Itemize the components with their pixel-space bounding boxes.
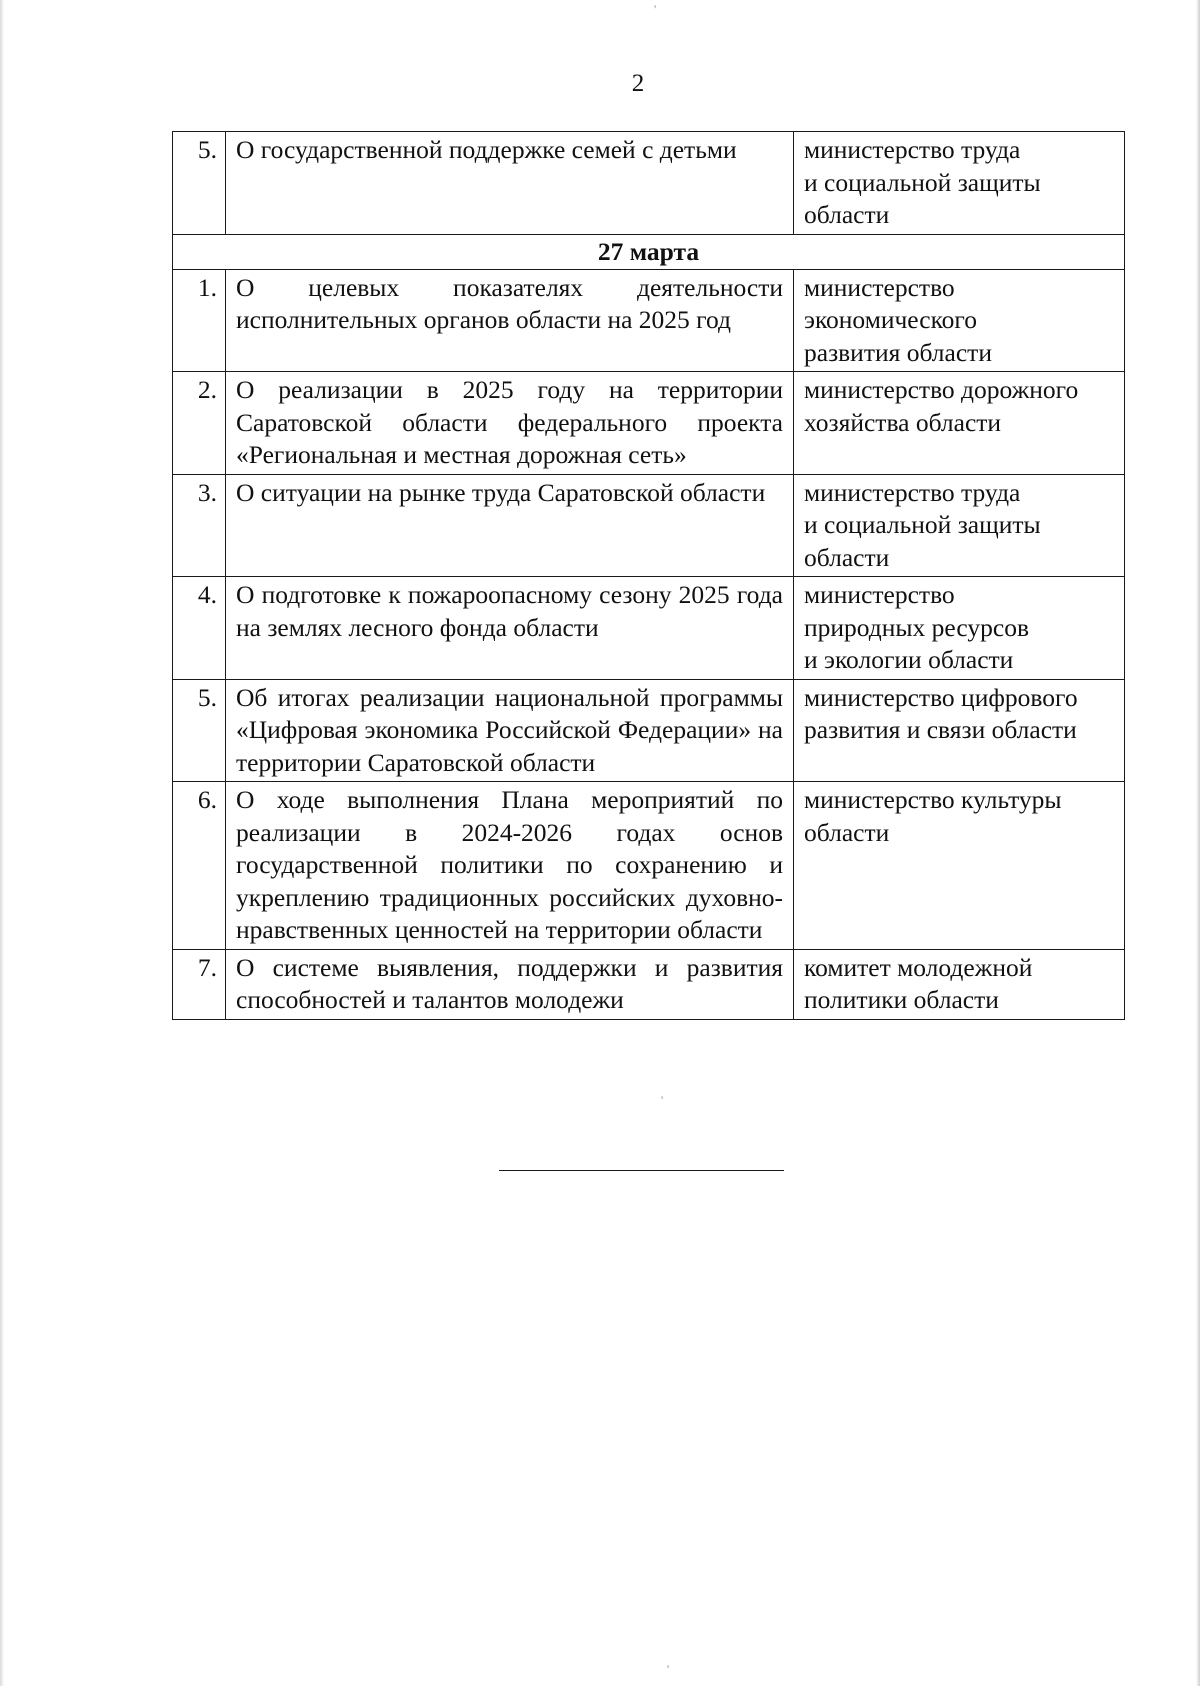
row-topic: О подготовке к пожароопасному сезону 2025 года на землях лесного фонда области xyxy=(226,577,794,680)
row-responsible: комитет молодежной политики области xyxy=(794,949,1125,1019)
scan-speck: ' xyxy=(667,1662,670,1676)
scan-edge-left xyxy=(0,0,4,1686)
table-row xyxy=(173,474,1125,577)
row-number: 7. xyxy=(173,949,226,1019)
row-topic: О государственной поддержке семей с детьми xyxy=(226,132,794,235)
row-number: 2. xyxy=(173,372,226,475)
row-topic: О целевых показателях деятельности исполнительных органов области на 2025 год xyxy=(226,269,794,372)
row-number: 6. xyxy=(173,782,226,950)
scan-speck: ' xyxy=(654,2,657,16)
date-header: 27 марта xyxy=(173,234,1125,269)
row-topic: О системе выявления, поддержки и развития способностей и талантов молодежи xyxy=(226,949,794,1019)
row-topic: О ситуации на рынке труда Саратовской области xyxy=(226,474,794,577)
row-responsible: министерство экономического развития области xyxy=(794,269,1125,372)
agenda-table xyxy=(172,131,1125,1020)
table-row xyxy=(173,269,1125,372)
table-row xyxy=(173,577,1125,680)
row-responsible: министерство природных ресурсов и экологии области xyxy=(794,577,1125,680)
page-number: 2 xyxy=(631,70,645,97)
row-responsible: министерство труда и социальной защиты области xyxy=(794,474,1125,577)
agenda-table-body xyxy=(173,132,1125,1020)
end-of-document-rule xyxy=(499,1170,784,1171)
row-responsible: министерство культуры области xyxy=(794,782,1125,950)
row-responsible: министерство дорожного хозяйства области xyxy=(794,372,1125,475)
table-row xyxy=(173,782,1125,950)
table-row xyxy=(173,679,1125,782)
row-number: 3. xyxy=(173,474,226,577)
table-row xyxy=(173,372,1125,475)
scan-speck: ' xyxy=(661,1093,664,1107)
row-responsible: министерство труда и социальной защиты области xyxy=(794,132,1125,235)
row-topic: О реализации в 2025 году на территории Саратовской области федерального проекта «Региональная и местная дорожная сеть» xyxy=(226,372,794,475)
row-topic: Об итогах реализации национальной программы «Цифровая экономика Российской Федерации» на территории Саратовской области xyxy=(226,679,794,782)
row-number: 1. xyxy=(173,269,226,372)
row-number: 5. xyxy=(173,679,226,782)
row-responsible: министерство цифрового развития и связи области xyxy=(794,679,1125,782)
table-row xyxy=(173,949,1125,1019)
table-row xyxy=(173,132,1125,235)
row-topic: О ходе выполнения Плана мероприятий по реализации в 2024-2026 годах основ государственной политики по сохранению и укреплению традиционных российских духовно-нравственных ценностей на территории области xyxy=(226,782,794,950)
row-number: 4. xyxy=(173,577,226,680)
row-number: 5. xyxy=(173,132,226,235)
date-header-row xyxy=(173,234,1125,269)
scan-edge-right xyxy=(1196,0,1200,1686)
